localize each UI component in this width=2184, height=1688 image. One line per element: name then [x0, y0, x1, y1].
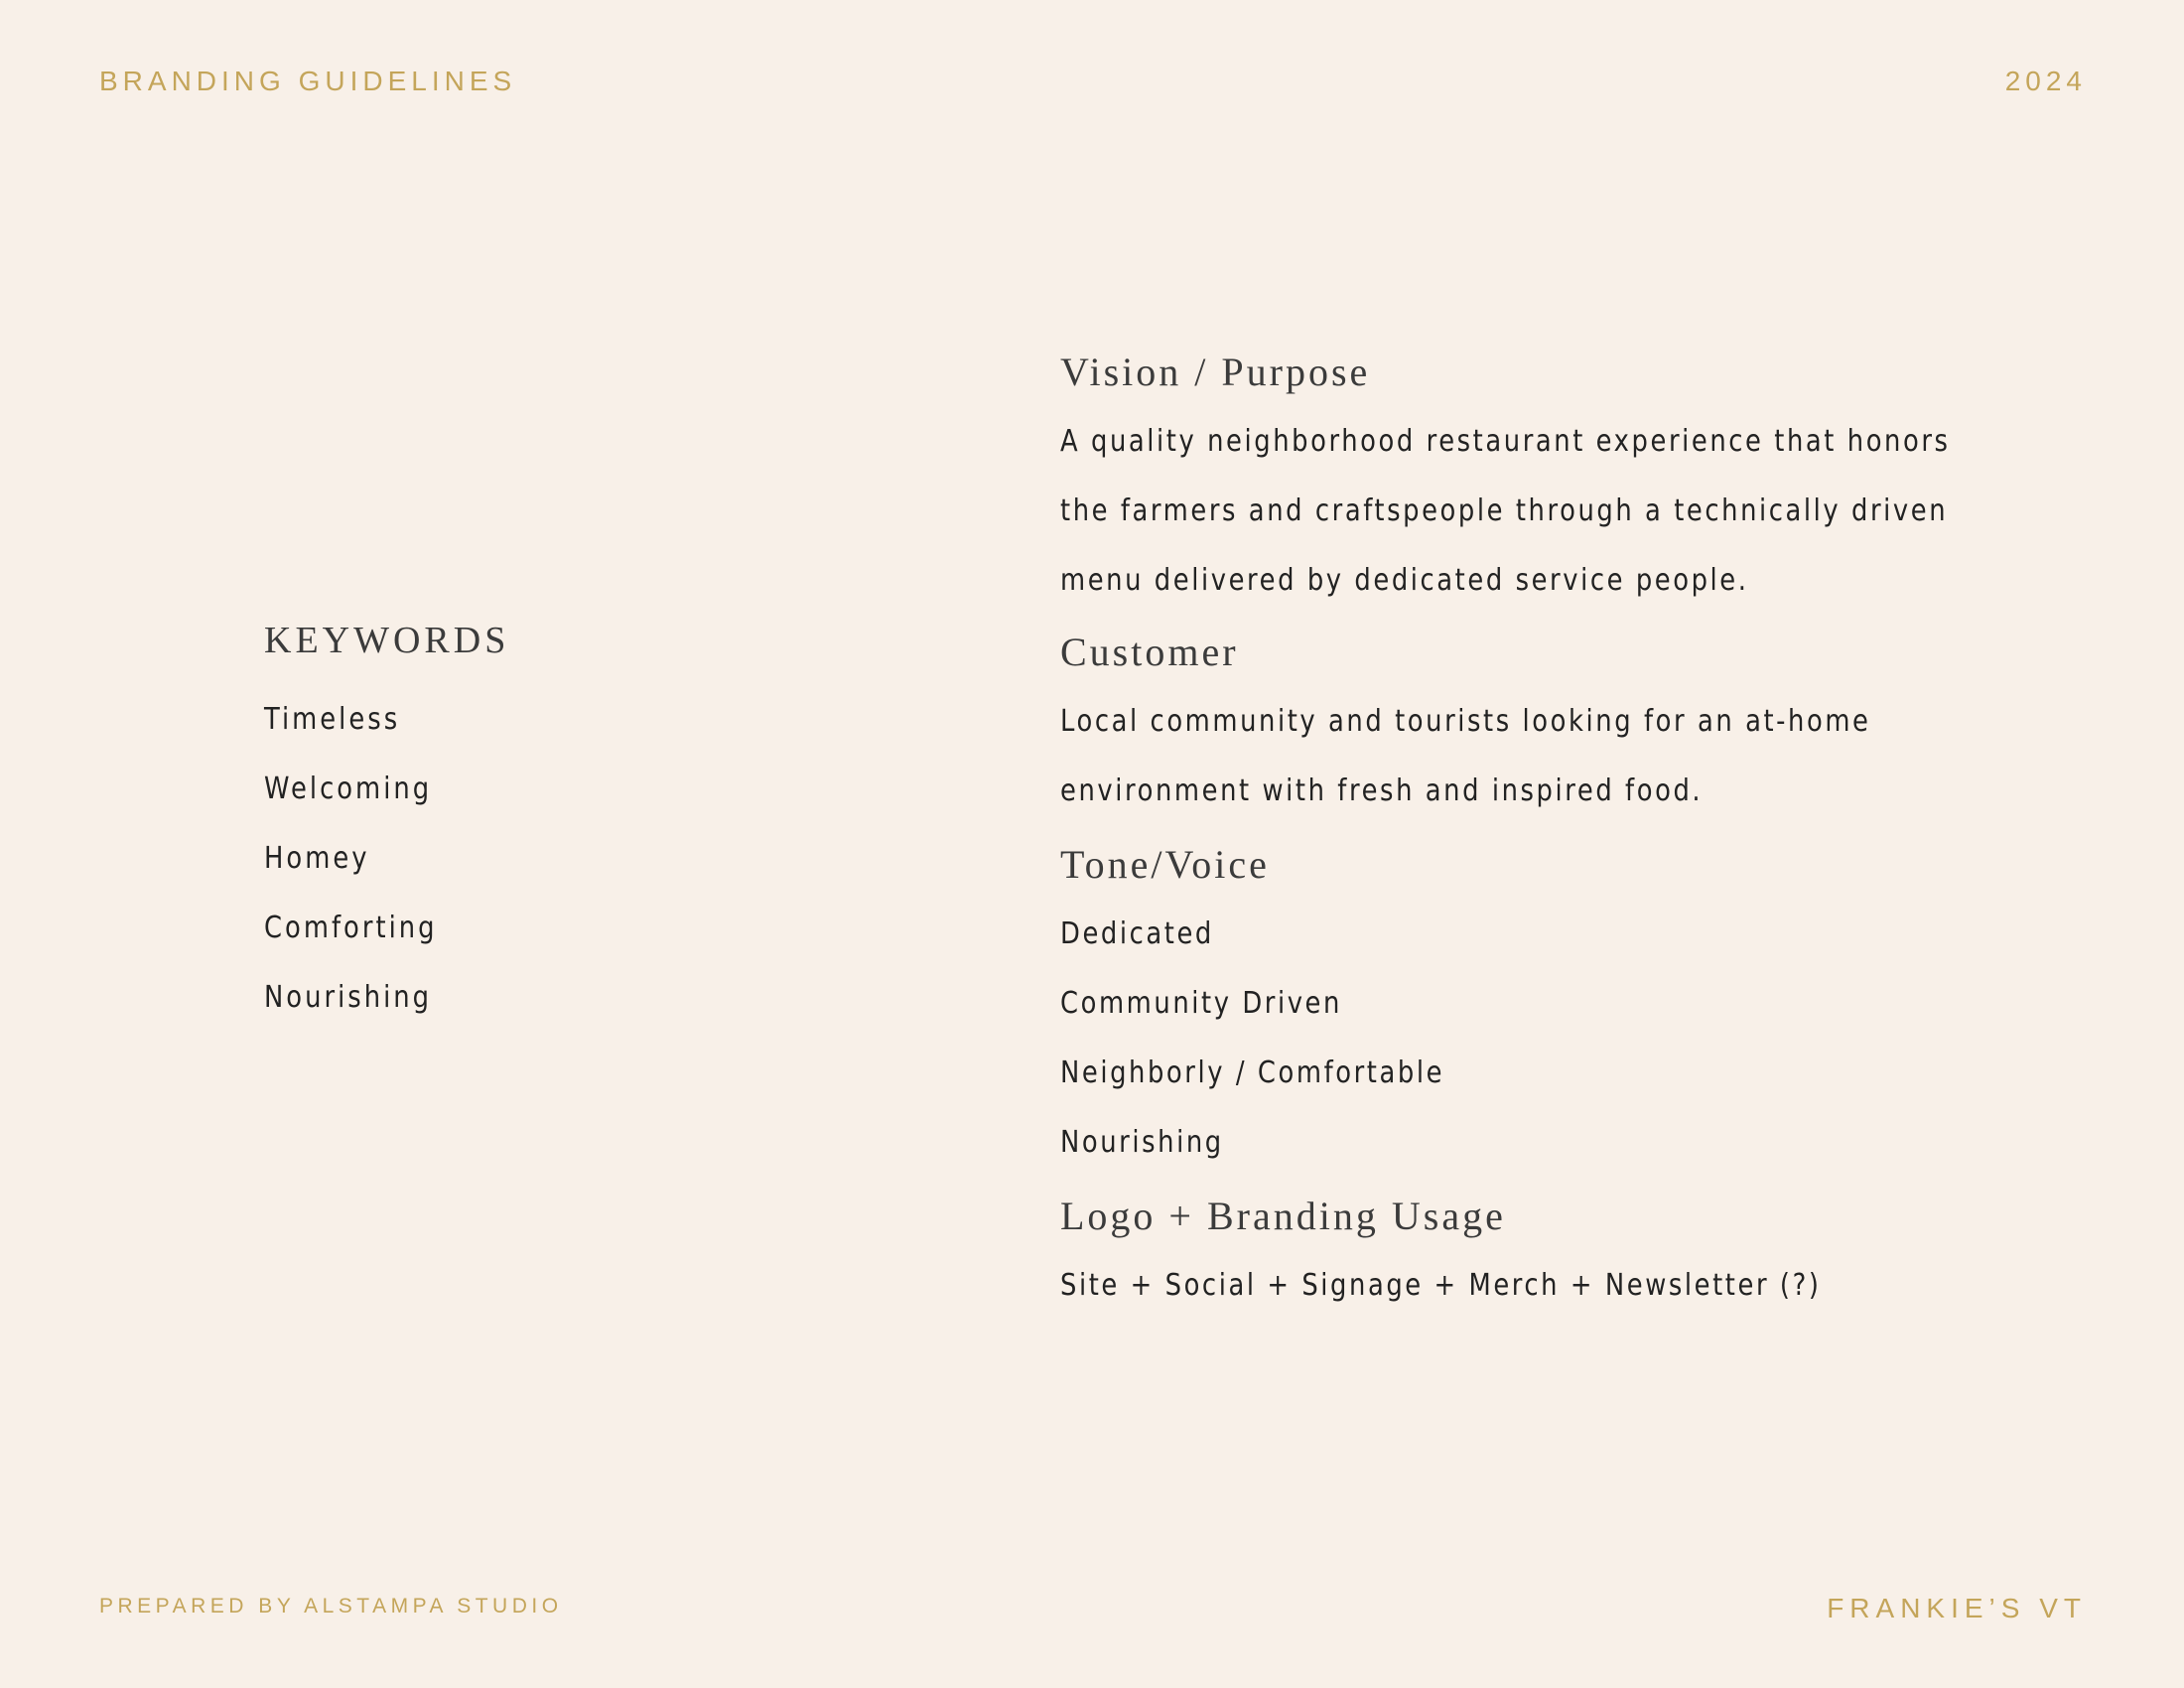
tone-line: Neighborly / Comfortable	[1060, 1055, 1445, 1090]
usage-section	[1060, 1192, 2113, 1321]
keyword-item: Nourishing	[264, 980, 433, 1015]
customer-heading: Customer	[1060, 630, 1239, 674]
customer-line: Local community and tourists looking for an at-home	[1060, 704, 1871, 739]
content-column	[1060, 348, 2113, 1340]
keyword-item: Comforting	[264, 911, 438, 945]
tone-heading: Tone/Voice	[1060, 842, 1270, 887]
keyword-item: Welcoming	[264, 772, 433, 806]
usage-heading: Logo + Branding Usage	[1060, 1194, 1506, 1238]
tone-line: Community Driven	[1060, 986, 1342, 1021]
vision-line: menu delivered by dedicated service people.	[1060, 563, 1749, 598]
keywords-block	[264, 618, 509, 1033]
vision-line: A quality neighborhood restaurant experience that honors	[1060, 424, 1951, 459]
keywords-heading: KEYWORDS	[264, 620, 510, 661]
vision-line: the farmers and craftspeople through a technically driven	[1060, 493, 1949, 528]
vision-heading: Vision / Purpose	[1060, 350, 1371, 394]
footer-brand: FRANKIE’S VT	[1827, 1593, 2087, 1623]
tone-line: Nourishing	[1060, 1125, 1224, 1160]
keyword-item: Homey	[264, 841, 370, 876]
tone-line: Dedicated	[1060, 916, 1214, 951]
header-year: 2024	[2004, 66, 2087, 96]
tone-section	[1060, 840, 2113, 1178]
customer-line: environment with fresh and inspired food.	[1060, 774, 1704, 808]
usage-line: Site + Social + Signage + Merch + Newsletter (?)	[1060, 1268, 1822, 1303]
keyword-item: Timeless	[264, 702, 401, 737]
customer-section	[1060, 628, 2113, 826]
header-title: BRANDING GUIDELINES	[99, 66, 517, 96]
vision-section	[1060, 348, 2113, 616]
footer-prepared-by: PREPARED BY ALSTAMPA STUDIO	[99, 1595, 563, 1618]
